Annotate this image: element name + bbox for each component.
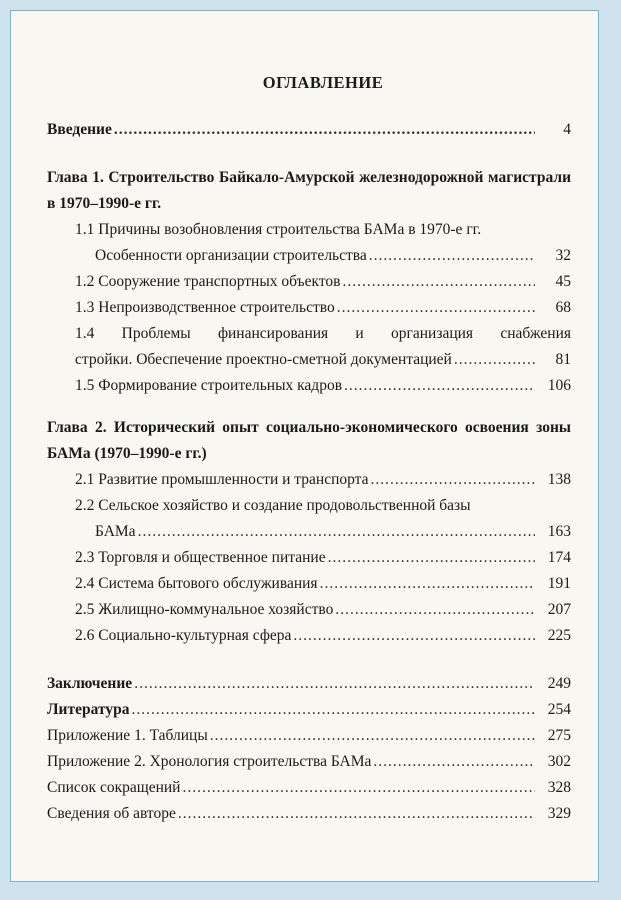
toc-entry-2-2[interactable] (75, 519, 571, 545)
page-number: 207 (547, 601, 571, 618)
leader-dots (342, 269, 535, 295)
page-frame (10, 10, 599, 882)
entry-label: 2.6 Социально-культурная сфера (75, 627, 292, 644)
toc-entry-line1: 2.2 Сельское хозяйство и создание продовольственной базы (75, 497, 471, 514)
leader-dots (178, 801, 535, 827)
page-number: 68 (555, 299, 571, 316)
toc-page (47, 73, 571, 827)
toc-entry-line1: 1.1 Причины возобновления строительства БАМа в 1970-е гг. (75, 221, 482, 238)
toc-entry-1-2[interactable] (75, 269, 571, 295)
chapter-2-heading[interactable]: Глава 2. Исторический опыт социально-экономического освоения зоны БАМа (1970–1990-е гг.) (47, 419, 571, 462)
toc-entry-2-1[interactable] (75, 467, 571, 493)
page-number: 45 (555, 273, 571, 290)
chapter-1-items (47, 217, 571, 399)
page-number: 81 (555, 351, 571, 368)
toc-entry-2-6[interactable] (75, 623, 571, 649)
leader-dots (131, 697, 535, 723)
entry-label: Введение (47, 121, 112, 138)
entry-label: 2.4 Система бытового обслуживания (75, 575, 318, 592)
entry-label: Сведения об авторе (47, 805, 176, 822)
page-number: 249 (547, 675, 571, 692)
toc-entry-2-5[interactable] (75, 597, 571, 623)
page-number: 275 (547, 727, 571, 744)
entry-label: стройки. Обеспечение проектно-сметной документацией (75, 351, 452, 368)
toc-entry-1-4[interactable] (47, 347, 571, 373)
entry-label: 1.2 Сооружение транспортных объектов (75, 273, 341, 290)
entry-label: Приложение 1. Таблицы (47, 727, 208, 744)
entry-label: 1.3 Непроизводственное строительство (75, 299, 335, 316)
entry-label: 2.3 Торговля и общественное питание (75, 549, 326, 566)
page-number: 302 (547, 753, 571, 770)
back-matter (47, 671, 571, 827)
leader-dots (293, 623, 535, 649)
page-number: 32 (555, 247, 571, 264)
toc-entry-2-3[interactable] (75, 545, 571, 571)
entry-label: Список сокращений (47, 779, 181, 796)
page-title: ОГЛАВЛЕНИЕ (262, 73, 384, 92)
page-number: 254 (547, 701, 571, 718)
leader-dots (335, 597, 535, 623)
page-number: 328 (547, 779, 571, 796)
page-number: 174 (547, 549, 571, 566)
leader-dots (114, 117, 535, 143)
page-number: 329 (547, 805, 571, 822)
leader-dots (134, 671, 535, 697)
entry-label: Особенности организации строительства (95, 247, 367, 264)
entry-label: Литература (47, 701, 130, 718)
entry-label: БАМа (95, 523, 136, 540)
page-number: 138 (547, 471, 571, 488)
toc-entry-abbreviations[interactable] (47, 775, 571, 801)
toc-entry-appendix-2[interactable] (47, 749, 571, 775)
chapter-1-heading[interactable]: Глава 1. Строительство Байкало-Амурской железнодорожной магистрали в 1970–1990-е гг. (47, 169, 571, 212)
toc-entry-author[interactable] (47, 801, 571, 827)
toc-entry-1-5[interactable] (75, 373, 571, 399)
toc-entry-1-1[interactable] (75, 243, 571, 269)
page-number: 225 (547, 627, 571, 644)
leader-dots (454, 347, 535, 373)
leader-dots (373, 749, 535, 775)
toc-entry-appendix-1[interactable] (47, 723, 571, 749)
page-number: 191 (547, 575, 571, 592)
chapter-2-items (47, 467, 571, 649)
leader-dots (369, 243, 535, 269)
leader-dots (182, 775, 535, 801)
leader-dots (337, 295, 535, 321)
entry-label: Приложение 2. Хронология строительства БАМа (47, 753, 372, 770)
page-number: 106 (547, 377, 571, 394)
toc-entry-literature[interactable] (47, 697, 571, 723)
leader-dots (371, 467, 535, 493)
toc-entry-2-4[interactable] (75, 571, 571, 597)
leader-dots (344, 373, 535, 399)
toc-entry-conclusion[interactable] (47, 671, 571, 697)
entry-label: 2.1 Развитие промышленности и транспорта (75, 471, 369, 488)
toc-entry-line1: 1.4 Проблемы финансирования и организация снабжения (75, 325, 571, 342)
page-number: 4 (563, 121, 571, 138)
toc-entry-intro[interactable] (47, 117, 571, 143)
entry-label: 2.5 Жилищно-коммунальное хозяйство (75, 601, 334, 618)
leader-dots (138, 519, 535, 545)
page-number: 163 (547, 523, 571, 540)
entry-label: Заключение (47, 675, 133, 692)
toc-entry-1-3[interactable] (75, 295, 571, 321)
leader-dots (210, 723, 535, 749)
leader-dots (320, 571, 535, 597)
leader-dots (328, 545, 535, 571)
entry-label: 1.5 Формирование строительных кадров (75, 377, 343, 394)
